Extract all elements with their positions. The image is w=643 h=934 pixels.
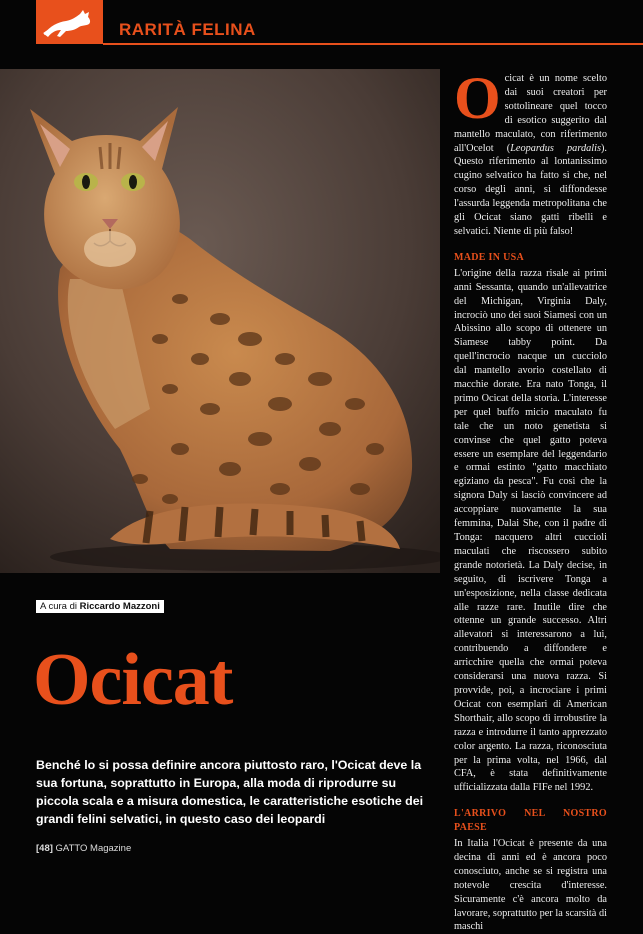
paragraph-2: L'origine della razza risale ai primi anni Sessanta, quando un'allevatrice del Michigan, Virginia Daly, incrociò uno dei suoi Siamesi con un Abissino allo scopo di ottenere un Siamese tabby point. Da quell'incrocio nacque un cucciolo dal mantello avorio costellato di macchie dorate. Era nato Tonga, il primo Ocicat della storia. L'interesse per quel buffo micio maculato fu tale che un noto genetista si convinse che quel gatto poteva essere un esemplare del leggendario e ormai estinto "gatto macchiato egiziano da pesca". Fu così che la signora Daly si lasciò convincere ad accoppiare nuovamente la sua femmina, Dalai She, con il padre di Tonga: nacquero altri cuccioli maculati che riscossero subito grande notorietà. La Daly decise, in seguito, di iscrivere Tonga a un'esposizione, nella classe dedicata alle razze rare. Inutile dire che ottenne un grande successo. Altri allevatori si interessarono a lui, contribuendo a diffondere e arricchire quella che ormai poteva considerarsi una nuova razza. Si provvide, poi, a incrociare i primi Ocicat con esemplari di American Shorthair, allo scopo di irrobustire la razza e introdurre il tanto apprezzato color argento. La razza, riconosciuta per la prima volta, nel 1966, dal CFA, è stata definitivamente ufficializzata dalla FIFe nel 1992. [454,267,607,794]
magazine-name: GATTO Magazine [55,843,132,854]
subheading-made-in-usa: MADE IN USA [454,251,524,263]
page-footer [36,843,131,854]
article-intro: Benché lo si possa definire ancora piuttosto raro, l'Ocicat deve la sua fortuna, soprattutto in Europa, alla moda di riprodurre su piccola scala e a misura domestica, le caratteristiche esotiche dei grandi felini selvatici, in questo caso dei leopardi [36,758,424,826]
author-credit [36,600,164,613]
paragraph-1-text-b: ). Questo riferimento al lontanissimo cugino selvatico ha fatto sì che, nel corso degli anni, si diffondesse l'assurda leggenda metropolitana che gli Ocicat siano gatti ribelli e selvatici. Niente di più falso! [454,142,607,237]
credit-prefix: A cura di [40,601,77,612]
section-tag: RARITÀ FELINA [119,20,256,39]
cat-photo [0,69,440,573]
article-title: Ocicat [33,639,233,721]
latin-name: Leopardus pardalis [510,142,601,154]
credit-author: Riccardo Mazzoni [79,601,160,612]
paragraph-1-text-a: cicat è un nome scelto dai suoi creatori per sottolineare quel tocco di esotico suggerito dal mantello maculato, con riferimento all'Ocelot ( [454,73,607,154]
drop-cap: O [454,65,501,131]
article-column [454,65,607,934]
subheading-arrivo: L'ARRIVO NEL NOSTRO PAESE [454,808,607,834]
header-rule [103,43,643,45]
page-header [0,0,643,56]
section-logo [36,0,103,44]
leaping-cat-icon [40,4,100,42]
page-number: [48] [36,843,53,854]
paragraph-3: In Italia l'Ocicat è presente da una decina di anni ed è ancora poco conosciuto, anche se si registra una notevole crescita d'interesse. Sicuramente c'è ancora molto da lavorare, soprattutto per la scarsità di maschi [454,838,607,933]
